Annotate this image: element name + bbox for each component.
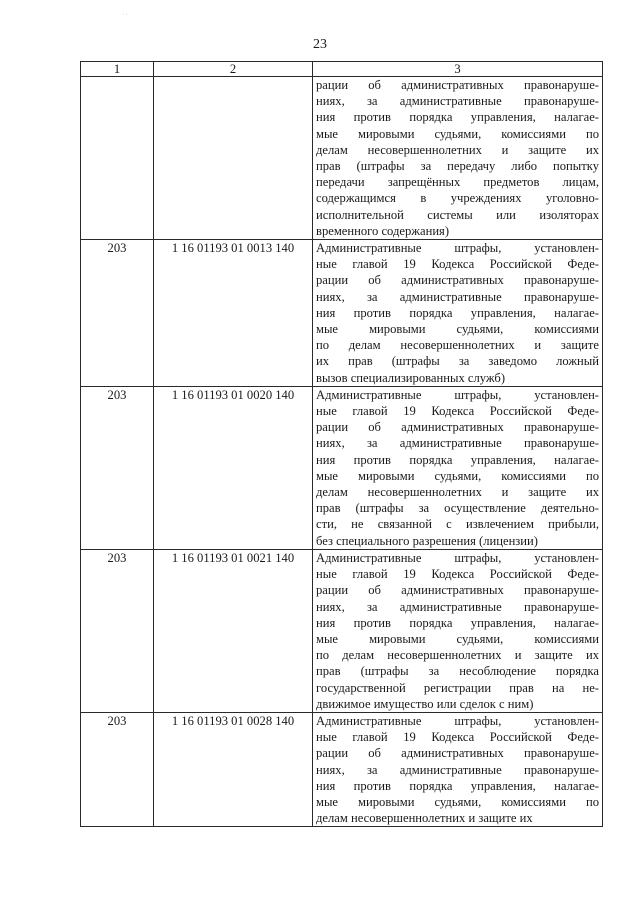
description-cell [313, 240, 603, 387]
description-line: делам несовершеннолетних и защите их [316, 811, 533, 826]
description-line: делам несовершеннолетних и защите их [316, 142, 599, 157]
description-line: мые мировыми судьями, комиссиями [316, 322, 599, 337]
budget-codes-table [80, 61, 603, 827]
row-number-cell: 203 [81, 240, 154, 387]
description-line: ния против порядка управления, налагае- [316, 110, 599, 125]
description-line: мые мировыми судьями, комиссиями по [316, 468, 599, 483]
budget-code-cell: 1 16 01193 01 0013 140 [154, 240, 313, 387]
description-line: вызов специализированных служб) [316, 370, 506, 385]
description-line: ния против порядка управления, налагае- [316, 615, 599, 630]
page-number: 23 [313, 37, 327, 52]
table-row [81, 240, 603, 387]
description-line: мые мировыми судьями, комиссиями по [316, 794, 599, 809]
scan-speck: · · [122, 12, 128, 18]
table-row [81, 77, 603, 240]
description-line: рации об административных правонаруше- [316, 746, 599, 761]
description-line: рации об административных правонаруше- [316, 273, 599, 288]
description-line: Административные штрафы, установлен- [316, 550, 599, 565]
description-line: движимое имущество или сделок с ним) [316, 696, 534, 711]
description-line: рации об административных правонаруше- [316, 420, 599, 435]
description-line: ные главой 19 Кодекса Российской Феде- [316, 730, 599, 745]
table-header-row [81, 62, 603, 77]
description-line: мые мировыми судьями, комиссиями по [316, 126, 599, 141]
table-row [81, 386, 603, 549]
description-line: рации об административных правонаруше- [316, 583, 599, 598]
table-row [81, 712, 603, 826]
budget-code-cell [154, 77, 313, 240]
description-line: ниях, за административные правонаруше- [316, 289, 599, 304]
header-col-1: 1 [81, 62, 154, 77]
description-cell [313, 712, 603, 826]
description-line: делам несовершеннолетних и защите их [316, 485, 599, 500]
description-line: ные главой 19 Кодекса Российской Феде- [316, 257, 599, 272]
description-line: временного содержания) [316, 223, 450, 238]
header-col-3: 3 [313, 62, 603, 77]
description-line: прав (штрафы за несоблюдение порядка [316, 664, 599, 679]
row-number-cell: 203 [81, 712, 154, 826]
budget-code-cell: 1 16 01193 01 0020 140 [154, 386, 313, 549]
description-cell [313, 549, 603, 712]
description-line: ния против порядка управления, налагае- [316, 452, 599, 467]
description-line: ниях, за административные правонаруше- [316, 599, 599, 614]
description-line: ния против порядка управления, налагае- [316, 305, 599, 320]
description-line: по делам несовершеннолетних и защите [316, 338, 599, 353]
description-line: рации об административных правонаруше- [316, 78, 599, 92]
description-line: передачи запрещённых предметов лицам, [316, 175, 599, 190]
description-line: Административные штрафы, установлен- [316, 713, 599, 728]
description-line: государственной регистрации прав на не- [316, 680, 599, 695]
description-line: ниях, за административные правонаруше- [316, 94, 599, 109]
description-cell [313, 77, 603, 240]
description-line: мые мировыми судьями, комиссиями [316, 631, 599, 646]
description-line: ниях, за административные правонаруше- [316, 762, 599, 777]
description-line: ные главой 19 Кодекса Российской Феде- [316, 404, 599, 419]
description-line: прав (штрафы за передачу либо попытку [316, 159, 599, 174]
header-col-2: 2 [154, 62, 313, 77]
description-line: по делам несовершеннолетних и защите их [316, 648, 599, 663]
table-row [81, 549, 603, 712]
row-number-cell: 203 [81, 549, 154, 712]
description-line: Административные штрафы, установлен- [316, 241, 599, 256]
row-number-cell [81, 77, 154, 240]
description-line: Административные штрафы, установлен- [316, 387, 599, 402]
description-line: сти, не связанной с извлечением прибыли, [316, 517, 599, 532]
row-number-cell: 203 [81, 386, 154, 549]
budget-code-cell: 1 16 01193 01 0028 140 [154, 712, 313, 826]
description-line: прав (штрафы за осуществление деятельно- [316, 501, 599, 516]
description-line: содержащимся в учреждениях уголовно- [316, 191, 599, 206]
description-line: без специального разрешения (лицензии) [316, 533, 538, 548]
description-line: ные главой 19 Кодекса Российской Феде- [316, 567, 599, 582]
budget-code-cell: 1 16 01193 01 0021 140 [154, 549, 313, 712]
description-line: их прав (штрафы за заведомо ложный [316, 354, 599, 369]
description-line: ниях, за административные правонаруше- [316, 436, 599, 451]
description-line: ния против порядка управления, налагае- [316, 778, 599, 793]
description-line: исполнительной системы или изоляторах [316, 207, 599, 222]
description-cell [313, 386, 603, 549]
